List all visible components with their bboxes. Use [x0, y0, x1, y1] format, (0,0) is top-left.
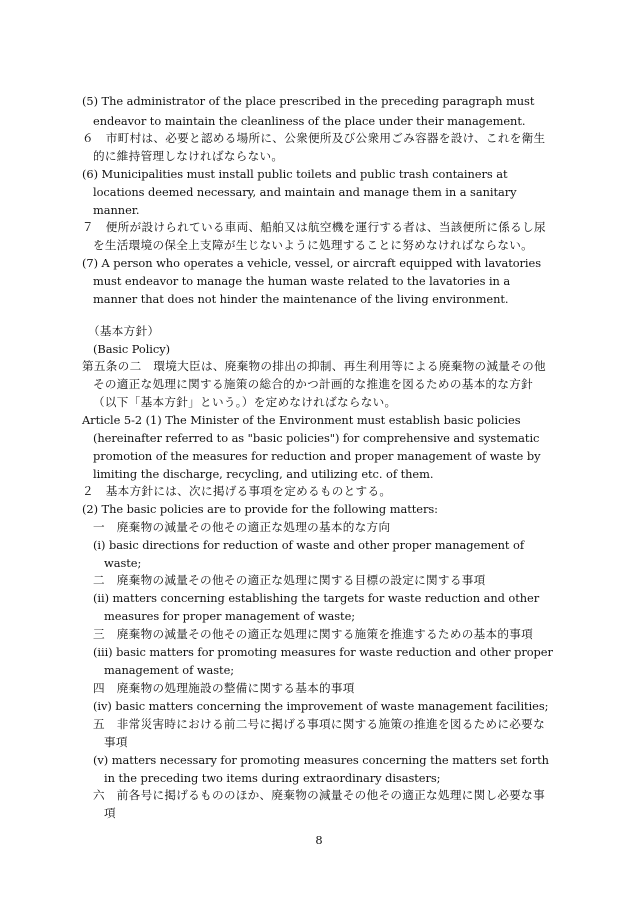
text-line: 的に維持管理しなければならない。 — [93, 149, 284, 163]
text-line: 四 廃棄物の処理施設の整備に関する基本的事項 — [93, 681, 355, 695]
text-line: (5) The administrator of the place prescribed in the preceding paragraph must — [82, 94, 535, 108]
text-line: 五 非常災害時における前二号に掲げる事項に関する施策の推進を図るために必要な — [93, 717, 545, 731]
text-line: promotion of the measures for reduction and proper management of waste by — [93, 449, 541, 463]
text-line: (v) matters necessary for promoting measures concerning the matters set forth — [93, 753, 549, 767]
text-line: (2) The basic policies are to provide for the following matters: — [82, 502, 438, 516]
text-line: (iv) basic matters concerning the improvement of waste management facilities; — [93, 699, 549, 713]
text-line: limiting the discharge, recycling, and utilizing etc. of them. — [93, 467, 434, 481]
text-line: 一 廃棄物の減量その他その適正な処理の基本的な方向 — [93, 520, 391, 534]
text-line: endeavor to maintain the cleanliness of the place under their management. — [93, 114, 526, 128]
text-line: (i) basic directions for reduction of waste and other proper management of — [93, 538, 525, 552]
text-line: その適正な処理に関する施策の総合的かつ計画的な推進を図るための基本的な方針 — [93, 377, 534, 391]
text-line: 三 廃棄物の減量その他その適正な処理に関する施策を推進するための基本的事項 — [93, 627, 534, 641]
text-line: ２ 基本方針には、次に掲げる事項を定めるものとする。 — [82, 484, 392, 498]
text-line: Article 5-2 (1) The Minister of the Environment must establish basic policies — [82, 413, 521, 427]
text-line: ７ 便所が設けられている車両、船舶又は航空機を運行する者は、当該便所に係るし尿 — [82, 220, 546, 234]
text-line: (6) Municipalities must install public toilets and public trash containers at — [82, 167, 508, 181]
text-line: 二 廃棄物の減量その他その適正な処理に関する目標の設定に関する事項 — [93, 573, 486, 587]
text-line: management of waste; — [104, 663, 235, 677]
text-line: locations deemed necessary, and maintain and manage them in a sanitary — [93, 185, 517, 199]
section-heading: (Basic Policy) — [93, 342, 170, 356]
section-heading: （基本方針） — [88, 324, 160, 338]
text-line: 事項 — [104, 735, 128, 749]
text-line: (iii) basic matters for promoting measures for waste reduction and other proper — [93, 645, 553, 659]
text-line: in the preceding two items during extraordinary disasters; — [104, 771, 441, 785]
text-line: ６ 市町村は、必要と認める場所に、公衆便所及び公衆用ごみ容器を設け、これを衛生 — [82, 131, 546, 145]
text-line: manner. — [93, 203, 140, 217]
text-line: 項 — [104, 806, 116, 820]
text-line: manner that does not hinder the maintenance of the living environment. — [93, 292, 509, 306]
text-line: 六 前各号に掲げるもののほか、廃棄物の減量その他その適正な処理に関し必要な事 — [93, 788, 545, 802]
text-line: 第五条の二 環境大臣は、廃棄物の排出の抑制、再生利用等による廃棄物の減量その他 — [82, 359, 546, 373]
text-line: (7) A person who operates a vehicle, vessel, or aircraft equipped with lavatories — [82, 256, 542, 270]
page-number: 8 — [315, 833, 323, 847]
text-line: (hereinafter referred to as "basic policies") for comprehensive and systematic — [93, 431, 540, 445]
text-line: measures for proper management of waste; — [104, 609, 356, 623]
text-line: (ii) matters concerning establishing the targets for waste reduction and other — [93, 591, 540, 605]
text-line: must endeavor to manage the human waste related to the lavatories in a — [93, 274, 511, 288]
text-line: （以下「基本方針」という。）を定めなければならない。 — [93, 395, 397, 409]
text-line: waste; — [104, 556, 142, 570]
text-line: を生活環境の保全上支障が生じないように処理することに努めなければならない。 — [93, 238, 534, 252]
